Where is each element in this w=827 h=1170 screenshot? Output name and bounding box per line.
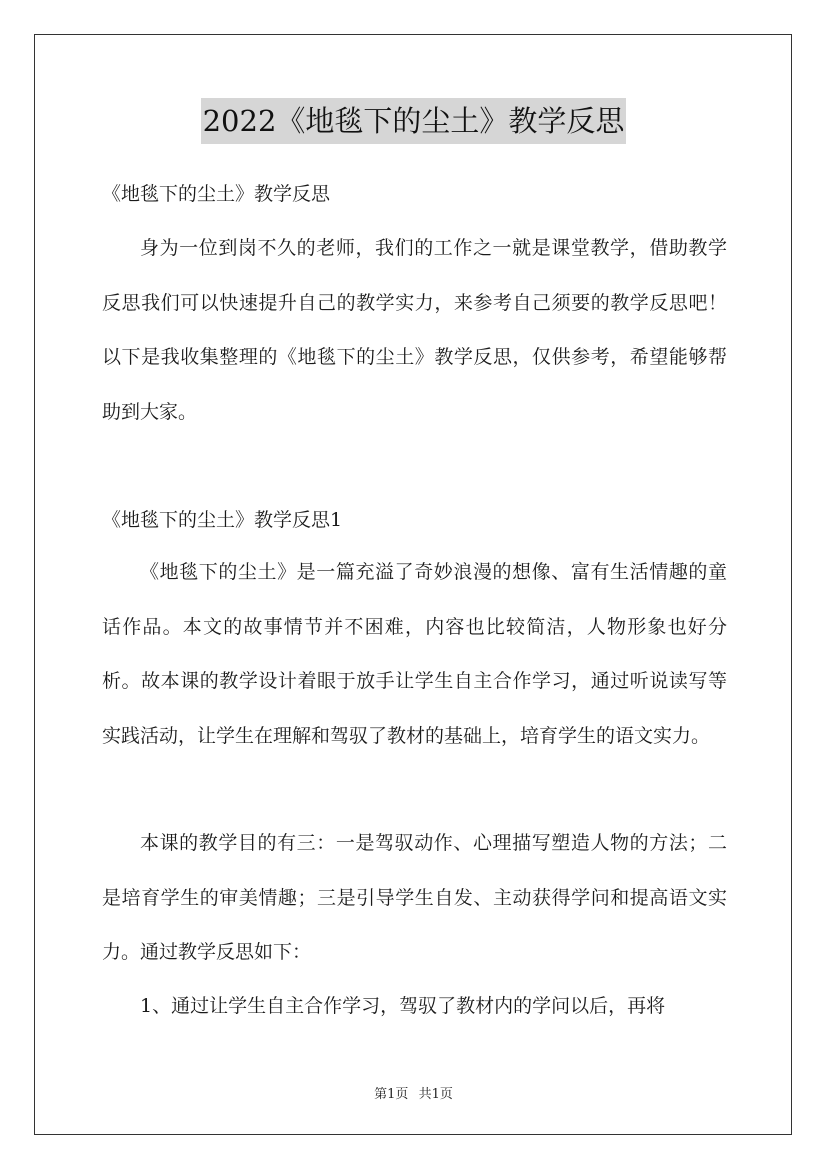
section1-paragraph-1[interactable]: 《地毯下的尘土》是一篇充溢了奇妙浪漫的想像、富有生活情趣的童话作品。本文的故事情节并不困难，内容也比较简洁，人物形象也好分析。故本课的教学设计着眼于放手让学生自主合作学习，通过听说读写等实践活动，让学生在理解和驾驭了教材的基础上，培育学生的语文实力。 (102, 561, 727, 747)
subtitle[interactable]: 《地毯下的尘土》教学反思 (102, 183, 331, 205)
title-block (0, 98, 827, 144)
page-number: 第1页 (374, 1087, 409, 1102)
section1-paragraph-3[interactable]: 1、通过让学生自主合作学习，驾驭了教材内的学问以后，再将 (140, 995, 666, 1017)
document-title[interactable]: 2022《地毯下的尘土》教学反思 (201, 98, 627, 144)
intro-paragraph[interactable]: 身为一位到岗不久的老师，我们的工作之一就是课堂教学，借助教学反思我们可以快速提升自己的教学实力，来参考自己须要的教学反思吧！以下是我收集整理的《地毯下的尘土》教学反思，仅供参考，希望能够帮助到大家。 (102, 237, 727, 423)
section1-paragraph-2[interactable]: 本课的教学目的有三：一是驾驭动作、心理描写塑造人物的方法；二是培育学生的审美情趣；三是引导学生自发、主动获得学问和提高语文实力。通过教学反思如下： (102, 832, 727, 963)
section-heading-1[interactable]: 《地毯下的尘土》教学反思1 (102, 509, 343, 531)
page-total: 共1页 (418, 1087, 453, 1102)
page-footer (0, 1083, 827, 1102)
